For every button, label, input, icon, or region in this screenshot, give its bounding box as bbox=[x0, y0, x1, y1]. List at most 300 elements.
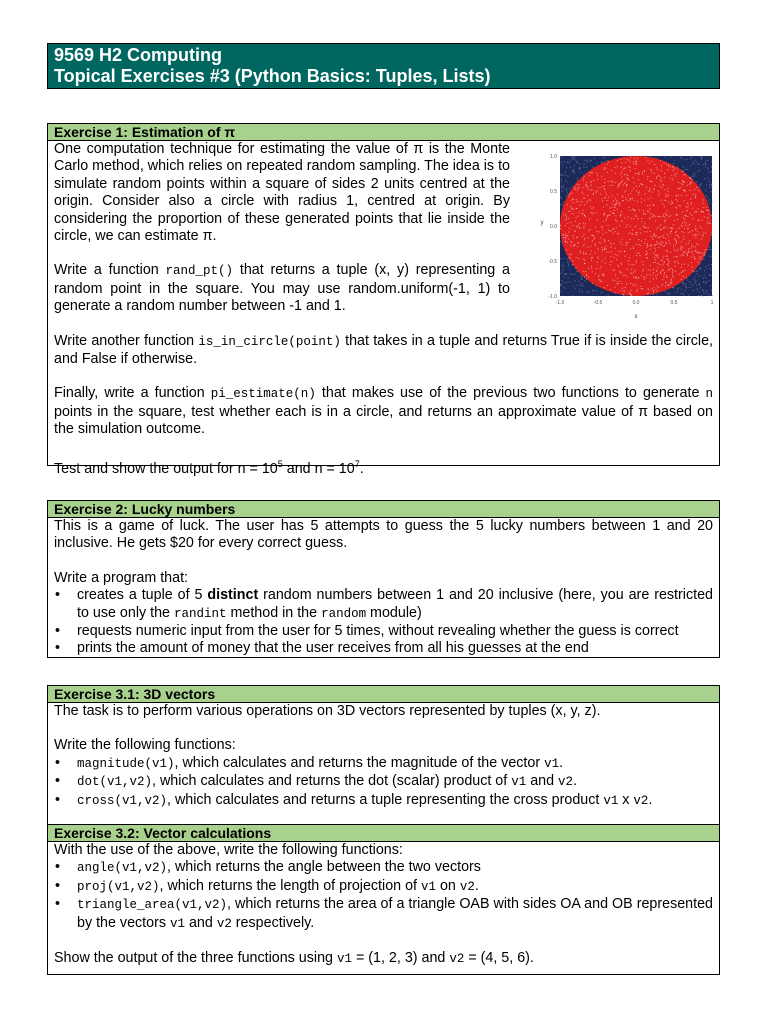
outside-speckle bbox=[577, 271, 578, 272]
inside-speckle bbox=[670, 227, 671, 228]
inside-speckle bbox=[706, 249, 707, 250]
inside-speckle bbox=[664, 272, 665, 273]
inside-speckle bbox=[587, 200, 588, 201]
inside-speckle bbox=[665, 220, 666, 221]
inside-speckle bbox=[692, 270, 693, 271]
outside-speckle bbox=[584, 280, 585, 281]
inside-speckle bbox=[687, 253, 688, 254]
inside-speckle bbox=[569, 257, 570, 258]
outside-speckle bbox=[572, 274, 573, 275]
inside-speckle bbox=[629, 167, 630, 168]
inside-speckle bbox=[678, 249, 679, 250]
inside-speckle bbox=[629, 292, 630, 293]
inside-speckle bbox=[648, 289, 649, 290]
inside-speckle bbox=[612, 228, 613, 229]
outside-speckle bbox=[568, 162, 569, 163]
inside-speckle bbox=[663, 262, 664, 263]
ex1-paragraph-rand-pt: Write a function rand_pt() that returns a tuple (x, y) representing a random point in the square. You may use random.uniform(-1, 1) to generate a random number between -1 and 1. bbox=[54, 262, 510, 315]
inside-speckle bbox=[694, 258, 695, 259]
inside-speckle bbox=[634, 210, 635, 211]
inside-speckle bbox=[591, 182, 592, 183]
inside-speckle bbox=[694, 189, 695, 190]
inside-speckle bbox=[610, 185, 611, 186]
inside-speckle bbox=[641, 275, 642, 276]
inside-speckle bbox=[637, 289, 638, 290]
inside-speckle bbox=[708, 217, 709, 218]
inside-speckle bbox=[643, 213, 644, 214]
outside-speckle bbox=[562, 286, 563, 287]
outside-speckle bbox=[560, 285, 561, 286]
inside-speckle bbox=[669, 285, 670, 286]
inside-speckle bbox=[660, 272, 661, 273]
inside-speckle bbox=[657, 285, 658, 286]
inside-speckle bbox=[637, 201, 638, 202]
inside-speckle bbox=[603, 234, 604, 235]
inside-speckle bbox=[664, 222, 665, 223]
inside-speckle bbox=[645, 214, 646, 215]
inside-speckle bbox=[578, 242, 579, 243]
inside-speckle bbox=[651, 245, 652, 246]
inside-speckle bbox=[626, 276, 627, 277]
inside-speckle bbox=[676, 195, 677, 196]
inside-speckle bbox=[679, 274, 680, 275]
inside-speckle bbox=[584, 263, 585, 264]
inside-speckle bbox=[682, 180, 683, 181]
outside-speckle bbox=[696, 182, 697, 183]
inside-speckle bbox=[572, 264, 573, 265]
outside-speckle bbox=[711, 187, 712, 188]
inside-speckle bbox=[641, 184, 642, 185]
inside-speckle bbox=[680, 205, 681, 206]
inside-speckle bbox=[635, 186, 636, 187]
outside-speckle bbox=[569, 188, 570, 189]
outside-speckle bbox=[681, 289, 682, 290]
inside-speckle bbox=[686, 277, 687, 278]
inside-speckle bbox=[619, 185, 620, 186]
outside-speckle bbox=[699, 170, 700, 171]
inside-speckle bbox=[602, 229, 603, 230]
outside-speckle bbox=[674, 160, 675, 161]
inside-speckle bbox=[661, 245, 662, 246]
inside-speckle bbox=[641, 198, 642, 199]
inside-speckle bbox=[668, 191, 669, 192]
inside-speckle bbox=[591, 189, 592, 190]
inside-speckle bbox=[591, 185, 592, 186]
inside-speckle bbox=[617, 283, 618, 284]
outside-speckle bbox=[709, 256, 710, 257]
inside-speckle bbox=[626, 243, 627, 244]
inside-speckle bbox=[656, 235, 657, 236]
inside-speckle bbox=[610, 247, 611, 248]
inside-speckle bbox=[627, 159, 628, 160]
inside-speckle bbox=[675, 232, 676, 233]
inside-speckle bbox=[570, 241, 571, 242]
inside-speckle bbox=[688, 252, 689, 253]
outside-speckle bbox=[604, 157, 605, 158]
inside-speckle bbox=[662, 284, 663, 285]
inside-speckle bbox=[689, 184, 690, 185]
inside-speckle bbox=[686, 207, 687, 208]
outside-speckle bbox=[560, 273, 561, 274]
inside-speckle bbox=[676, 256, 677, 257]
inside-speckle bbox=[673, 246, 674, 247]
inside-speckle bbox=[586, 253, 587, 254]
outside-speckle bbox=[579, 168, 580, 169]
outside-speckle bbox=[602, 291, 603, 292]
inside-speckle bbox=[597, 179, 598, 180]
inside-speckle bbox=[600, 187, 601, 188]
inside-speckle bbox=[636, 216, 637, 217]
inside-speckle bbox=[573, 245, 574, 246]
inside-speckle bbox=[621, 177, 622, 178]
inside-speckle bbox=[666, 250, 667, 251]
inside-speckle bbox=[620, 159, 621, 160]
inside-speckle bbox=[630, 157, 631, 158]
inside-speckle bbox=[650, 213, 651, 214]
inside-speckle bbox=[653, 272, 654, 273]
inside-speckle bbox=[638, 277, 639, 278]
x-tick-label: 1 bbox=[710, 300, 714, 306]
inside-speckle bbox=[576, 199, 577, 200]
inside-speckle bbox=[686, 222, 687, 223]
inside-speckle bbox=[684, 228, 685, 229]
inside-speckle bbox=[655, 262, 656, 263]
inside-speckle bbox=[666, 164, 667, 165]
outside-speckle bbox=[594, 290, 595, 291]
outside-speckle bbox=[681, 158, 682, 159]
inside-speckle bbox=[663, 185, 664, 186]
inside-speckle bbox=[693, 271, 694, 272]
inside-speckle bbox=[572, 198, 573, 199]
inside-speckle bbox=[692, 230, 693, 231]
inside-speckle bbox=[682, 171, 683, 172]
inside-speckle bbox=[664, 261, 665, 262]
inside-speckle bbox=[591, 260, 592, 261]
inside-speckle bbox=[633, 188, 634, 189]
inside-speckle bbox=[619, 271, 620, 272]
inside-speckle bbox=[575, 189, 576, 190]
inside-speckle bbox=[682, 211, 683, 212]
outside-speckle bbox=[711, 290, 712, 291]
inside-speckle bbox=[658, 195, 659, 196]
inside-speckle bbox=[681, 195, 682, 196]
inside-speckle bbox=[644, 243, 645, 244]
inside-speckle bbox=[668, 195, 669, 196]
inside-speckle bbox=[687, 228, 688, 229]
outside-speckle bbox=[570, 167, 571, 168]
inside-speckle bbox=[634, 284, 635, 285]
inside-speckle bbox=[617, 160, 618, 161]
inside-speckle bbox=[587, 202, 588, 203]
inside-speckle bbox=[595, 252, 596, 253]
inside-speckle bbox=[681, 183, 682, 184]
inside-speckle bbox=[604, 185, 605, 186]
inside-speckle bbox=[662, 203, 663, 204]
inside-speckle bbox=[591, 257, 592, 258]
inside-speckle bbox=[703, 236, 704, 237]
outside-speckle bbox=[683, 159, 684, 160]
inside-speckle bbox=[669, 216, 670, 217]
inside-speckle bbox=[688, 232, 689, 233]
inside-speckle bbox=[614, 257, 615, 258]
inside-speckle bbox=[625, 256, 626, 257]
inside-speckle bbox=[681, 279, 682, 280]
inside-speckle bbox=[677, 228, 678, 229]
inside-speckle bbox=[708, 214, 709, 215]
inside-speckle bbox=[633, 200, 634, 201]
inside-speckle bbox=[589, 219, 590, 220]
outside-speckle bbox=[584, 163, 585, 164]
inside-speckle bbox=[573, 237, 574, 238]
inside-speckle bbox=[703, 207, 704, 208]
outside-speckle bbox=[702, 290, 703, 291]
inside-speckle bbox=[636, 244, 637, 245]
inside-speckle bbox=[673, 167, 674, 168]
outside-speckle bbox=[668, 293, 669, 294]
outside-speckle bbox=[694, 176, 695, 177]
inside-speckle bbox=[616, 202, 617, 203]
inside-speckle bbox=[587, 187, 588, 188]
inside-speckle bbox=[675, 271, 676, 272]
inside-speckle bbox=[596, 192, 597, 193]
inside-speckle bbox=[617, 278, 618, 279]
inside-speckle bbox=[570, 245, 571, 246]
outside-speckle bbox=[650, 156, 651, 157]
inside-speckle bbox=[658, 227, 659, 228]
inside-speckle bbox=[584, 244, 585, 245]
outside-speckle bbox=[561, 198, 562, 199]
inside-speckle bbox=[647, 243, 648, 244]
inside-speckle bbox=[563, 234, 564, 235]
inside-speckle bbox=[670, 215, 671, 216]
inside-speckle bbox=[656, 271, 657, 272]
inside-speckle bbox=[699, 264, 700, 265]
outside-speckle bbox=[561, 284, 562, 285]
inside-speckle bbox=[659, 237, 660, 238]
outside-speckle bbox=[699, 276, 700, 277]
inside-speckle bbox=[565, 233, 566, 234]
inside-speckle bbox=[610, 256, 611, 257]
inside-speckle bbox=[650, 169, 651, 170]
inside-speckle bbox=[618, 202, 619, 203]
inside-speckle bbox=[656, 244, 657, 245]
outside-speckle bbox=[575, 274, 576, 275]
inside-speckle bbox=[683, 255, 684, 256]
inside-speckle bbox=[683, 189, 684, 190]
inside-speckle bbox=[645, 157, 646, 158]
inside-speckle bbox=[663, 214, 664, 215]
inside-speckle bbox=[615, 182, 616, 183]
inside-speckle bbox=[591, 266, 592, 267]
inside-speckle bbox=[675, 250, 676, 251]
inside-speckle bbox=[681, 225, 682, 226]
outside-speckle bbox=[711, 264, 712, 265]
outside-speckle bbox=[567, 162, 568, 163]
inside-speckle bbox=[582, 210, 583, 211]
inside-speckle bbox=[666, 275, 667, 276]
inside-speckle bbox=[644, 171, 645, 172]
inside-speckle bbox=[653, 253, 654, 254]
outside-speckle bbox=[677, 288, 678, 289]
outside-speckle bbox=[565, 171, 566, 172]
outside-speckle bbox=[573, 171, 574, 172]
outside-speckle bbox=[561, 165, 562, 166]
outside-speckle bbox=[566, 167, 567, 168]
inside-speckle bbox=[691, 204, 692, 205]
inside-speckle bbox=[625, 162, 626, 163]
inside-speckle bbox=[622, 221, 623, 222]
outside-speckle bbox=[708, 280, 709, 281]
inside-speckle bbox=[682, 271, 683, 272]
inside-speckle bbox=[598, 187, 599, 188]
inside-speckle bbox=[643, 210, 644, 211]
outside-speckle bbox=[608, 295, 609, 296]
outside-speckle bbox=[601, 293, 602, 294]
inside-speckle bbox=[605, 220, 606, 221]
outside-speckle bbox=[690, 165, 691, 166]
inside-speckle bbox=[605, 263, 606, 264]
inside-speckle bbox=[629, 226, 630, 227]
inside-speckle bbox=[635, 277, 636, 278]
inside-speckle bbox=[658, 190, 659, 191]
inside-speckle bbox=[635, 285, 636, 286]
inside-speckle bbox=[638, 194, 639, 195]
inside-speckle bbox=[621, 211, 622, 212]
inside-speckle bbox=[643, 269, 644, 270]
inside-speckle bbox=[585, 271, 586, 272]
inside-speckle bbox=[669, 261, 670, 262]
inside-speckle bbox=[674, 249, 675, 250]
inside-speckle bbox=[644, 277, 645, 278]
inside-speckle bbox=[593, 235, 594, 236]
inside-speckle bbox=[599, 242, 600, 243]
ex1-paragraph-is-in-circle: Write another function is_in_circle(point) that takes in a tuple and returns True if is inside the circle, and False if otherwise. bbox=[54, 332, 713, 368]
inside-speckle bbox=[581, 192, 582, 193]
inside-speckle bbox=[638, 278, 639, 279]
outside-speckle bbox=[711, 171, 712, 172]
outside-speckle bbox=[687, 280, 688, 281]
inside-speckle bbox=[635, 161, 636, 162]
inside-speckle bbox=[593, 180, 594, 181]
inside-speckle bbox=[611, 245, 612, 246]
ex31-function-list bbox=[54, 755, 713, 810]
inside-speckle bbox=[597, 248, 598, 249]
inside-speckle bbox=[626, 186, 627, 187]
outside-speckle bbox=[570, 159, 571, 160]
inside-speckle bbox=[579, 227, 580, 228]
inside-speckle bbox=[676, 173, 677, 174]
inside-speckle bbox=[648, 270, 649, 271]
ex32-bullet-triangle-area: • triangle_area(v1,v2), which returns the area of a triangle OAB with sides OA and OB represented by the vectors v1 and v2 respectively. bbox=[54, 896, 713, 933]
outside-speckle bbox=[701, 183, 702, 184]
outside-speckle bbox=[705, 293, 706, 294]
inside-speckle bbox=[622, 200, 623, 201]
inside-speckle bbox=[676, 196, 677, 197]
inside-speckle bbox=[563, 237, 564, 238]
inside-speckle bbox=[699, 257, 700, 258]
ex31-bullet-dot: • dot(v1,v2), which calculates and returns the dot (scalar) product of v1 and v2. bbox=[54, 773, 713, 791]
inside-speckle bbox=[664, 162, 665, 163]
exercise-3-1-title: Exercise 3.1: 3D vectors bbox=[48, 686, 719, 703]
inside-speckle bbox=[635, 210, 636, 211]
inside-speckle bbox=[605, 258, 606, 259]
inside-speckle bbox=[656, 255, 657, 256]
inside-speckle bbox=[628, 195, 629, 196]
outside-speckle bbox=[688, 294, 689, 295]
inside-speckle bbox=[567, 235, 568, 236]
inside-speckle bbox=[696, 235, 697, 236]
inside-speckle bbox=[645, 231, 646, 232]
inside-speckle bbox=[646, 247, 647, 248]
outside-speckle bbox=[566, 195, 567, 196]
inside-speckle bbox=[665, 282, 666, 283]
inside-speckle bbox=[617, 187, 618, 188]
inside-speckle bbox=[698, 234, 699, 235]
inside-speckle bbox=[630, 293, 631, 294]
inside-speckle bbox=[639, 253, 640, 254]
outside-speckle bbox=[579, 289, 580, 290]
outside-speckle bbox=[710, 249, 711, 250]
inside-speckle bbox=[672, 287, 673, 288]
inside-speckle bbox=[654, 173, 655, 174]
inside-speckle bbox=[657, 243, 658, 244]
outside-speckle bbox=[569, 282, 570, 283]
inside-speckle bbox=[624, 158, 625, 159]
inside-speckle bbox=[583, 245, 584, 246]
inside-speckle bbox=[681, 272, 682, 273]
inside-speckle bbox=[656, 176, 657, 177]
inside-speckle bbox=[668, 165, 669, 166]
inside-speckle bbox=[599, 279, 600, 280]
outside-speckle bbox=[566, 175, 567, 176]
inside-speckle bbox=[612, 270, 613, 271]
outside-speckle bbox=[701, 157, 702, 158]
inside-speckle bbox=[591, 208, 592, 209]
inside-speckle bbox=[612, 195, 613, 196]
outside-speckle bbox=[708, 201, 709, 202]
inside-speckle bbox=[584, 238, 585, 239]
inside-speckle bbox=[691, 252, 692, 253]
outside-speckle bbox=[696, 288, 697, 289]
inside-speckle bbox=[694, 212, 695, 213]
outside-speckle bbox=[574, 280, 575, 281]
inside-speckle bbox=[696, 252, 697, 253]
inside-speckle bbox=[628, 166, 629, 167]
outside-speckle bbox=[703, 293, 704, 294]
outside-speckle bbox=[708, 265, 709, 266]
inside-speckle bbox=[670, 204, 671, 205]
inside-speckle bbox=[617, 281, 618, 282]
x-axis-label: x bbox=[634, 314, 638, 320]
inside-speckle bbox=[600, 194, 601, 195]
inside-speckle bbox=[640, 245, 641, 246]
inside-speckle bbox=[661, 200, 662, 201]
inside-speckle bbox=[704, 254, 705, 255]
inside-speckle bbox=[686, 206, 687, 207]
inside-speckle bbox=[571, 241, 572, 242]
inside-speckle bbox=[611, 207, 612, 208]
inside-speckle bbox=[649, 190, 650, 191]
outside-speckle bbox=[712, 202, 713, 203]
inside-speckle bbox=[630, 199, 631, 200]
outside-speckle bbox=[588, 292, 589, 293]
outside-speckle bbox=[705, 166, 706, 167]
inside-speckle bbox=[590, 200, 591, 201]
outside-speckle bbox=[695, 271, 696, 272]
inside-speckle bbox=[590, 190, 591, 191]
inside-speckle bbox=[632, 233, 633, 234]
inside-speckle bbox=[638, 239, 639, 240]
